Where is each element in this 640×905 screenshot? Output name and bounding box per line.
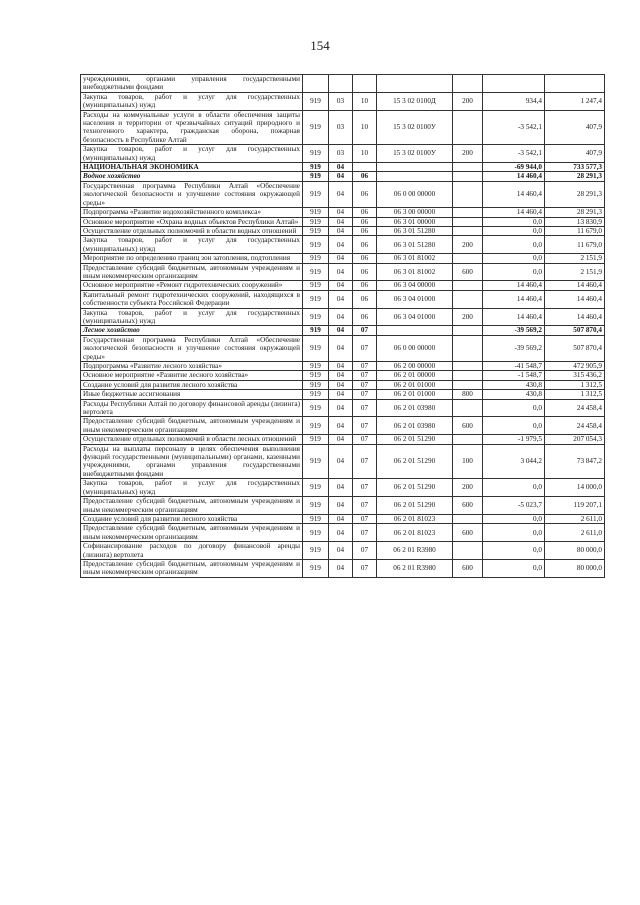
- row-name: Подпрограмма «Развитие водохозяйственного комплекса»: [81, 208, 303, 217]
- table-row: [81, 417, 605, 435]
- section-code: 04: [329, 497, 353, 515]
- ministry-code: 919: [303, 163, 329, 172]
- row-name: Закупка товаров, работ и услуг для государственных (муниципальных) нужд: [81, 92, 303, 110]
- row-name: Закупка товаров, работ и услуг для государственных (муниципальных) нужд: [81, 308, 303, 326]
- expense-type-code: [453, 435, 483, 444]
- ministry-code: 919: [303, 145, 329, 163]
- section-code: 04: [329, 163, 353, 172]
- change-amount: -69 944,0: [483, 163, 545, 172]
- row-name: Осуществление отдельных полномочий в области лесных отношений: [81, 435, 303, 444]
- section-code: 04: [329, 542, 353, 560]
- subsection-code: 06: [353, 181, 377, 207]
- expense-type-code: [453, 371, 483, 380]
- expense-type-code: [453, 254, 483, 263]
- change-amount: 0,0: [483, 524, 545, 542]
- target-article-code: 06 3 01 81002: [377, 263, 453, 281]
- change-amount: -1 548,7: [483, 371, 545, 380]
- row-name: НАЦИОНАЛЬНАЯ ЭКОНОМИКА: [81, 163, 303, 172]
- expense-type-code: [453, 290, 483, 308]
- total-amount: 13 830,9: [545, 217, 605, 226]
- expense-type-code: [453, 226, 483, 235]
- expense-type-code: 600: [453, 497, 483, 515]
- table-body: [81, 75, 605, 578]
- target-article-code: 06 3 01 81002: [377, 254, 453, 263]
- subsection-code: [353, 163, 377, 172]
- section-code: 03: [329, 145, 353, 163]
- target-article-code: 06 0 00 00000: [377, 181, 453, 207]
- ministry-code: 919: [303, 290, 329, 308]
- row-name: Закупка товаров, работ и услуг для государственных (муниципальных) нужд: [81, 479, 303, 497]
- subsection-code: 07: [353, 542, 377, 560]
- expense-type-code: 800: [453, 390, 483, 399]
- subsection-code: 06: [353, 236, 377, 254]
- subsection-code: 06: [353, 217, 377, 226]
- section-code: 04: [329, 208, 353, 217]
- table-row: [81, 559, 605, 577]
- table-row: [81, 163, 605, 172]
- subsection-code: 07: [353, 435, 377, 444]
- ministry-code: 919: [303, 444, 329, 479]
- change-amount: 14 460,4: [483, 308, 545, 326]
- subsection-code: 10: [353, 110, 377, 145]
- subsection-code: 10: [353, 145, 377, 163]
- section-code: 04: [329, 559, 353, 577]
- ministry-code: 919: [303, 172, 329, 181]
- expense-type-code: [453, 335, 483, 361]
- target-article-code: 06 2 01 03980: [377, 417, 453, 435]
- change-amount: 0,0: [483, 514, 545, 523]
- change-amount: -3 542,1: [483, 145, 545, 163]
- target-article-code: 06 2 01 81023: [377, 514, 453, 523]
- table-row: [81, 208, 605, 217]
- total-amount: 14 460,4: [545, 308, 605, 326]
- ministry-code: 919: [303, 254, 329, 263]
- total-amount: 73 847,2: [545, 444, 605, 479]
- table-row: [81, 380, 605, 389]
- subsection-code: 06: [353, 263, 377, 281]
- total-amount: [545, 75, 605, 93]
- change-amount: 430,8: [483, 390, 545, 399]
- change-amount: -5 023,7: [483, 497, 545, 515]
- table-row: [81, 514, 605, 523]
- subsection-code: 07: [353, 380, 377, 389]
- total-amount: 472 905,9: [545, 362, 605, 371]
- target-article-code: [377, 75, 453, 93]
- target-article-code: [377, 163, 453, 172]
- row-name: Осуществление отдельных полномочий в области водных отношений: [81, 226, 303, 235]
- total-amount: 28 291,3: [545, 181, 605, 207]
- subsection-code: 07: [353, 497, 377, 515]
- change-amount: 0,0: [483, 236, 545, 254]
- section-code: 04: [329, 335, 353, 361]
- ministry-code: 919: [303, 217, 329, 226]
- expense-type-code: [453, 514, 483, 523]
- row-name: Расходы на коммунальные услуги в области обеспечения защиты населения и территории от чрезвычайных ситуаций природного и техногенного характера, гражданская оборона, пожарная безопасность в Республике Алтай: [81, 110, 303, 145]
- change-amount: -3 542,1: [483, 110, 545, 145]
- total-amount: 507 870,4: [545, 326, 605, 335]
- subsection-code: 07: [353, 479, 377, 497]
- expense-type-code: [453, 380, 483, 389]
- total-amount: 2 611,0: [545, 524, 605, 542]
- expense-type-code: 600: [453, 417, 483, 435]
- change-amount: 934,4: [483, 92, 545, 110]
- row-name: Предоставление субсидий бюджетным, автономным учреждениям и иным некоммерческим организациям: [81, 417, 303, 435]
- total-amount: 1 312,5: [545, 390, 605, 399]
- ministry-code: 919: [303, 417, 329, 435]
- ministry-code: 919: [303, 226, 329, 235]
- expense-type-code: [453, 281, 483, 290]
- subsection-code: 07: [353, 559, 377, 577]
- section-code: 04: [329, 308, 353, 326]
- ministry-code: 919: [303, 92, 329, 110]
- total-amount: 2 611,0: [545, 514, 605, 523]
- row-name: Подпрограмма «Развитие лесного хозяйства»: [81, 362, 303, 371]
- row-name: Лесное хозяйство: [81, 326, 303, 335]
- target-article-code: 15 3 02 0100Д: [377, 92, 453, 110]
- ministry-code: 919: [303, 524, 329, 542]
- target-article-code: 06 3 01 51280: [377, 236, 453, 254]
- expense-type-code: [453, 163, 483, 172]
- table-row: [81, 181, 605, 207]
- table-row: [81, 497, 605, 515]
- section-code: 03: [329, 92, 353, 110]
- row-name: Водное хозяйство: [81, 172, 303, 181]
- target-article-code: 06 2 01 51290: [377, 444, 453, 479]
- total-amount: 14 460,4: [545, 281, 605, 290]
- target-article-code: 06 2 01 51290: [377, 479, 453, 497]
- row-name: Расходы на выплаты персоналу в целях обеспечения выполнения функций государственными (муниципальными) органами, казенными учреждениями, органами управления государственными внебюджетными фондами: [81, 444, 303, 479]
- ministry-code: 919: [303, 371, 329, 380]
- change-amount: 0,0: [483, 217, 545, 226]
- table-row: [81, 524, 605, 542]
- row-name: Государственная программа Республики Алтай «Обеспечение экологической безопасности и улучшение состояния окружающей среды»: [81, 181, 303, 207]
- subsection-code: 07: [353, 514, 377, 523]
- row-name: Основное мероприятие «Ремонт гидротехнических сооружений»: [81, 281, 303, 290]
- table-row: [81, 281, 605, 290]
- subsection-code: 07: [353, 444, 377, 479]
- table-row: [81, 290, 605, 308]
- ministry-code: 919: [303, 208, 329, 217]
- expense-type-code: 600: [453, 559, 483, 577]
- ministry-code: 919: [303, 514, 329, 523]
- change-amount: -39 569,2: [483, 335, 545, 361]
- section-code: 04: [329, 444, 353, 479]
- section-code: 03: [329, 110, 353, 145]
- target-article-code: 06 2 01 R3980: [377, 542, 453, 560]
- ministry-code: 919: [303, 335, 329, 361]
- expense-type-code: 200: [453, 145, 483, 163]
- change-amount: 14 460,4: [483, 181, 545, 207]
- change-amount: 14 460,4: [483, 208, 545, 217]
- table-row: [81, 371, 605, 380]
- target-article-code: [377, 326, 453, 335]
- table-row: [81, 435, 605, 444]
- total-amount: 11 679,0: [545, 236, 605, 254]
- total-amount: 14 460,4: [545, 290, 605, 308]
- table-row: [81, 92, 605, 110]
- expense-type-code: [453, 399, 483, 417]
- subsection-code: 07: [353, 417, 377, 435]
- ministry-code: 919: [303, 326, 329, 335]
- expense-type-code: 200: [453, 479, 483, 497]
- total-amount: 2 151,9: [545, 263, 605, 281]
- section-code: 04: [329, 226, 353, 235]
- target-article-code: 06 2 01 01000: [377, 390, 453, 399]
- change-amount: 0,0: [483, 226, 545, 235]
- section-code: 04: [329, 399, 353, 417]
- target-article-code: 06 2 01 03980: [377, 399, 453, 417]
- table-row: [81, 308, 605, 326]
- expense-type-code: 200: [453, 236, 483, 254]
- total-amount: 28 291,3: [545, 208, 605, 217]
- ministry-code: 919: [303, 236, 329, 254]
- change-amount: 0,0: [483, 263, 545, 281]
- budget-table: [80, 74, 605, 578]
- total-amount: 733 577,3: [545, 163, 605, 172]
- target-article-code: 06 3 00 00000: [377, 208, 453, 217]
- subsection-code: 06: [353, 254, 377, 263]
- change-amount: 430,8: [483, 380, 545, 389]
- row-name: Создание условий для развития лесного хозяйства: [81, 514, 303, 523]
- change-amount: -39 569,2: [483, 326, 545, 335]
- target-article-code: 06 3 04 01000: [377, 290, 453, 308]
- section-code: 04: [329, 172, 353, 181]
- ministry-code: 919: [303, 497, 329, 515]
- target-article-code: [377, 172, 453, 181]
- change-amount: 0,0: [483, 254, 545, 263]
- table-row: [81, 362, 605, 371]
- change-amount: 14 460,4: [483, 172, 545, 181]
- total-amount: 28 291,3: [545, 172, 605, 181]
- change-amount: 14 460,4: [483, 290, 545, 308]
- total-amount: 1 312,5: [545, 380, 605, 389]
- target-article-code: 06 2 01 00000: [377, 371, 453, 380]
- ministry-code: 919: [303, 399, 329, 417]
- row-name: Основное мероприятие «Развитие лесного хозяйства»: [81, 371, 303, 380]
- change-amount: 0,0: [483, 479, 545, 497]
- table-row: [81, 390, 605, 399]
- subsection-code: 07: [353, 362, 377, 371]
- section-code: 04: [329, 181, 353, 207]
- table-row: [81, 75, 605, 93]
- section-code: 04: [329, 479, 353, 497]
- section-code: 04: [329, 380, 353, 389]
- subsection-code: 06: [353, 281, 377, 290]
- section-code: 04: [329, 362, 353, 371]
- total-amount: 407,9: [545, 145, 605, 163]
- total-amount: 207 054,3: [545, 435, 605, 444]
- subsection-code: 07: [353, 326, 377, 335]
- row-name: Предоставление субсидий бюджетным, автономным учреждениям и иным некоммерческим организациям: [81, 497, 303, 515]
- change-amount: 0,0: [483, 399, 545, 417]
- target-article-code: 06 2 01 51290: [377, 497, 453, 515]
- expense-type-code: [453, 362, 483, 371]
- table-row: [81, 172, 605, 181]
- target-article-code: 06 3 01 51280: [377, 226, 453, 235]
- ministry-code: 919: [303, 435, 329, 444]
- total-amount: 315 436,2: [545, 371, 605, 380]
- subsection-code: 06: [353, 208, 377, 217]
- table-row: [81, 399, 605, 417]
- ministry-code: [303, 75, 329, 93]
- table-row: [81, 236, 605, 254]
- total-amount: 24 458,4: [545, 417, 605, 435]
- subsection-code: 07: [353, 371, 377, 380]
- row-name: Государственная программа Республики Алтай «Обеспечение экологической безопасности и улучшение состояния окружающей среды»: [81, 335, 303, 361]
- table-row: [81, 335, 605, 361]
- expense-type-code: 200: [453, 308, 483, 326]
- ministry-code: 919: [303, 308, 329, 326]
- section-code: 04: [329, 290, 353, 308]
- change-amount: -41 548,7: [483, 362, 545, 371]
- expense-type-code: 600: [453, 524, 483, 542]
- expense-type-code: 200: [453, 92, 483, 110]
- expense-type-code: [453, 208, 483, 217]
- change-amount: [483, 75, 545, 93]
- target-article-code: 06 3 04 00000: [377, 281, 453, 290]
- target-article-code: 06 0 00 00000: [377, 335, 453, 361]
- expense-type-code: [453, 181, 483, 207]
- change-amount: 0,0: [483, 417, 545, 435]
- row-name: Предоставление субсидий бюджетным, автономным учреждениям и иным некоммерческим организациям: [81, 263, 303, 281]
- section-code: 04: [329, 263, 353, 281]
- target-article-code: 06 2 00 00000: [377, 362, 453, 371]
- table-row: [81, 326, 605, 335]
- section-code: [329, 75, 353, 93]
- ministry-code: 919: [303, 390, 329, 399]
- subsection-code: 10: [353, 92, 377, 110]
- row-name: Иные бюджетные ассигнования: [81, 390, 303, 399]
- change-amount: -1 979,5: [483, 435, 545, 444]
- section-code: 04: [329, 390, 353, 399]
- section-code: 04: [329, 254, 353, 263]
- total-amount: 507 870,4: [545, 335, 605, 361]
- section-code: 04: [329, 236, 353, 254]
- row-name: Предоставление субсидий бюджетным, автономным учреждениям и иным некоммерческим организациям: [81, 524, 303, 542]
- target-article-code: 06 2 01 R3980: [377, 559, 453, 577]
- row-name: Основное мероприятие «Охрана водных объектов Республики Алтай»: [81, 217, 303, 226]
- row-name: Расходы Республики Алтай по договору финансовой аренды (лизинга) вертолета: [81, 399, 303, 417]
- change-amount: 0,0: [483, 559, 545, 577]
- section-code: 04: [329, 326, 353, 335]
- ministry-code: 919: [303, 263, 329, 281]
- row-name: Закупка товаров, работ и услуг для государственных (муниципальных) нужд: [81, 145, 303, 163]
- table-row: [81, 542, 605, 560]
- row-name: учреждениями, органами управления государственными внебюджетными фондами: [81, 75, 303, 93]
- table-row: [81, 226, 605, 235]
- expense-type-code: 100: [453, 444, 483, 479]
- table-row: [81, 217, 605, 226]
- ministry-code: 919: [303, 559, 329, 577]
- total-amount: 80 000,0: [545, 542, 605, 560]
- total-amount: 119 207,1: [545, 497, 605, 515]
- section-code: 04: [329, 524, 353, 542]
- table-row: [81, 263, 605, 281]
- target-article-code: 06 3 04 01000: [377, 308, 453, 326]
- expense-type-code: [453, 75, 483, 93]
- subsection-code: 06: [353, 308, 377, 326]
- table-row: [81, 444, 605, 479]
- section-code: 04: [329, 217, 353, 226]
- change-amount: 14 460,4: [483, 281, 545, 290]
- total-amount: 1 247,4: [545, 92, 605, 110]
- subsection-code: 06: [353, 226, 377, 235]
- expense-type-code: [453, 326, 483, 335]
- target-article-code: 06 2 01 51290: [377, 435, 453, 444]
- change-amount: 3 044,2: [483, 444, 545, 479]
- table-row: [81, 145, 605, 163]
- total-amount: 24 458,4: [545, 399, 605, 417]
- subsection-code: 07: [353, 524, 377, 542]
- total-amount: 2 151,9: [545, 254, 605, 263]
- subsection-code: [353, 75, 377, 93]
- expense-type-code: [453, 542, 483, 560]
- ministry-code: 919: [303, 542, 329, 560]
- section-code: 04: [329, 417, 353, 435]
- expense-type-code: [453, 110, 483, 145]
- table-row: [81, 254, 605, 263]
- expense-type-code: [453, 172, 483, 181]
- row-name: Капитальный ремонт гидротехнических сооружений, находящихся в собственности субъекта Российской Федерации: [81, 290, 303, 308]
- section-code: 04: [329, 281, 353, 290]
- ministry-code: 919: [303, 181, 329, 207]
- ministry-code: 919: [303, 110, 329, 145]
- target-article-code: 15 3 02 0100У: [377, 110, 453, 145]
- row-name: Предоставление субсидий бюджетным, автономным учреждениям и иным некоммерческим организациям: [81, 559, 303, 577]
- target-article-code: 06 3 01 00000: [377, 217, 453, 226]
- target-article-code: 06 2 01 01000: [377, 380, 453, 389]
- subsection-code: 07: [353, 390, 377, 399]
- expense-type-code: 600: [453, 263, 483, 281]
- table-row: [81, 479, 605, 497]
- subsection-code: 06: [353, 290, 377, 308]
- ministry-code: 919: [303, 281, 329, 290]
- row-name: Создание условий для развития лесного хозяйства: [81, 380, 303, 389]
- row-name: Софинансирование расходов по договору финансовой аренды (лизинга) вертолета: [81, 542, 303, 560]
- table-row: [81, 110, 605, 145]
- page-number: 154: [310, 38, 330, 53]
- expense-type-code: [453, 217, 483, 226]
- target-article-code: 15 3 02 0100У: [377, 145, 453, 163]
- row-name: Закупка товаров, работ и услуг для государственных (муниципальных) нужд: [81, 236, 303, 254]
- change-amount: 0,0: [483, 542, 545, 560]
- section-code: 04: [329, 435, 353, 444]
- total-amount: 14 000,0: [545, 479, 605, 497]
- total-amount: 80 000,0: [545, 559, 605, 577]
- subsection-code: 07: [353, 399, 377, 417]
- ministry-code: 919: [303, 479, 329, 497]
- subsection-code: 06: [353, 172, 377, 181]
- section-code: 04: [329, 514, 353, 523]
- ministry-code: 919: [303, 362, 329, 371]
- ministry-code: 919: [303, 380, 329, 389]
- section-code: 04: [329, 371, 353, 380]
- target-article-code: 06 2 01 81023: [377, 524, 453, 542]
- row-name: Мероприятие по определению границ зон затопления, подтопления: [81, 254, 303, 263]
- total-amount: 407,9: [545, 110, 605, 145]
- subsection-code: 07: [353, 335, 377, 361]
- total-amount: 11 679,0: [545, 226, 605, 235]
